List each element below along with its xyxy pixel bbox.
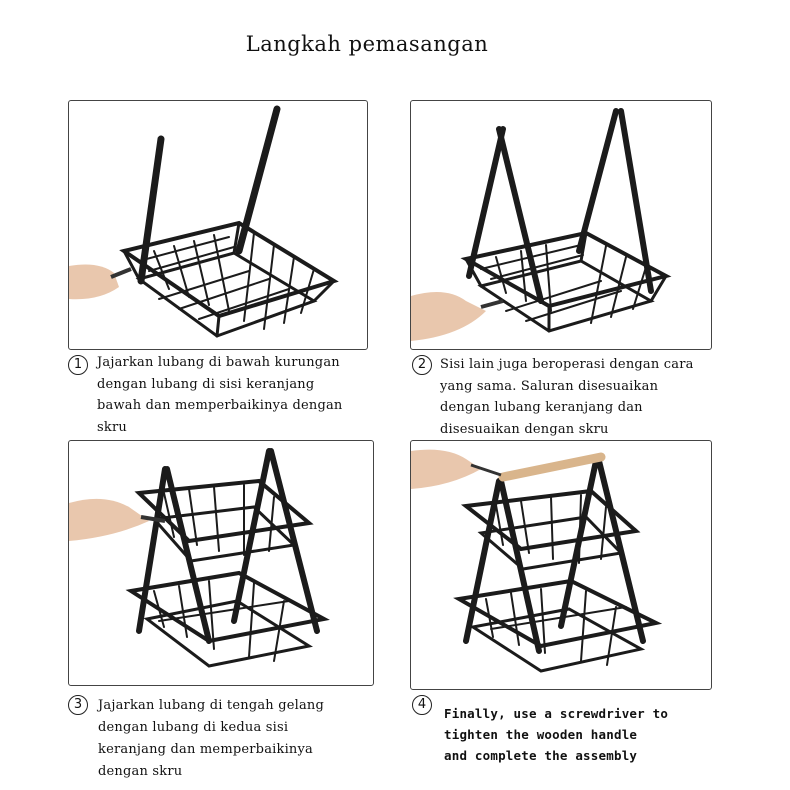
step-2-text (440, 354, 694, 440)
step-3-line: dengan skru (98, 764, 183, 779)
step-3-number: 3 (68, 695, 88, 715)
page-title: Langkah pemasangan (245, 32, 489, 56)
step-1-number: 1 (68, 355, 88, 375)
step-1-text (97, 352, 343, 438)
basket-single-one-arm-illustration (69, 101, 367, 349)
step-4-line: tighten the wooden handle (444, 727, 638, 742)
step-1-line: bawah dan memperbaikinya dengan (97, 398, 343, 413)
step-2-line: dengan lubang keranjang dan (440, 400, 643, 415)
step-2-line: disesuaikan dengan skru (440, 421, 609, 437)
step-3-line: Jajarkan lubang di tengah gelang (98, 698, 325, 713)
basket-single-two-arms-illustration (411, 101, 711, 349)
step-1-line: skru (97, 419, 127, 435)
step-4-line: and complete the assembly (444, 748, 638, 763)
step-4-number: 4 (412, 695, 432, 715)
step-1-line: Jajarkan lubang di bawah kurungan (97, 355, 340, 370)
two-tier-basket-illustration (69, 441, 373, 685)
step-3-line: dengan lubang di kedua sisi (98, 720, 289, 735)
step-2-image (410, 100, 712, 350)
step-3-text (98, 695, 324, 783)
step-4-image (410, 440, 712, 690)
step-2-number: 2 (412, 355, 432, 375)
step-4-text (444, 703, 668, 766)
step-1-line: dengan lubang di sisi keranjang (97, 376, 315, 392)
step-1-image (68, 100, 368, 350)
step-3-line: keranjang dan memperbaikinya (98, 742, 314, 757)
step-4-line: Finally, use a screwdriver to (444, 706, 669, 721)
step-3-image (68, 440, 374, 686)
step-2-line: Sisi lain juga beroperasi dengan cara (440, 357, 694, 372)
two-tier-basket-with-handle-illustration (411, 441, 711, 689)
step-2-line: yang sama. Saluran disesuaikan (440, 378, 659, 394)
